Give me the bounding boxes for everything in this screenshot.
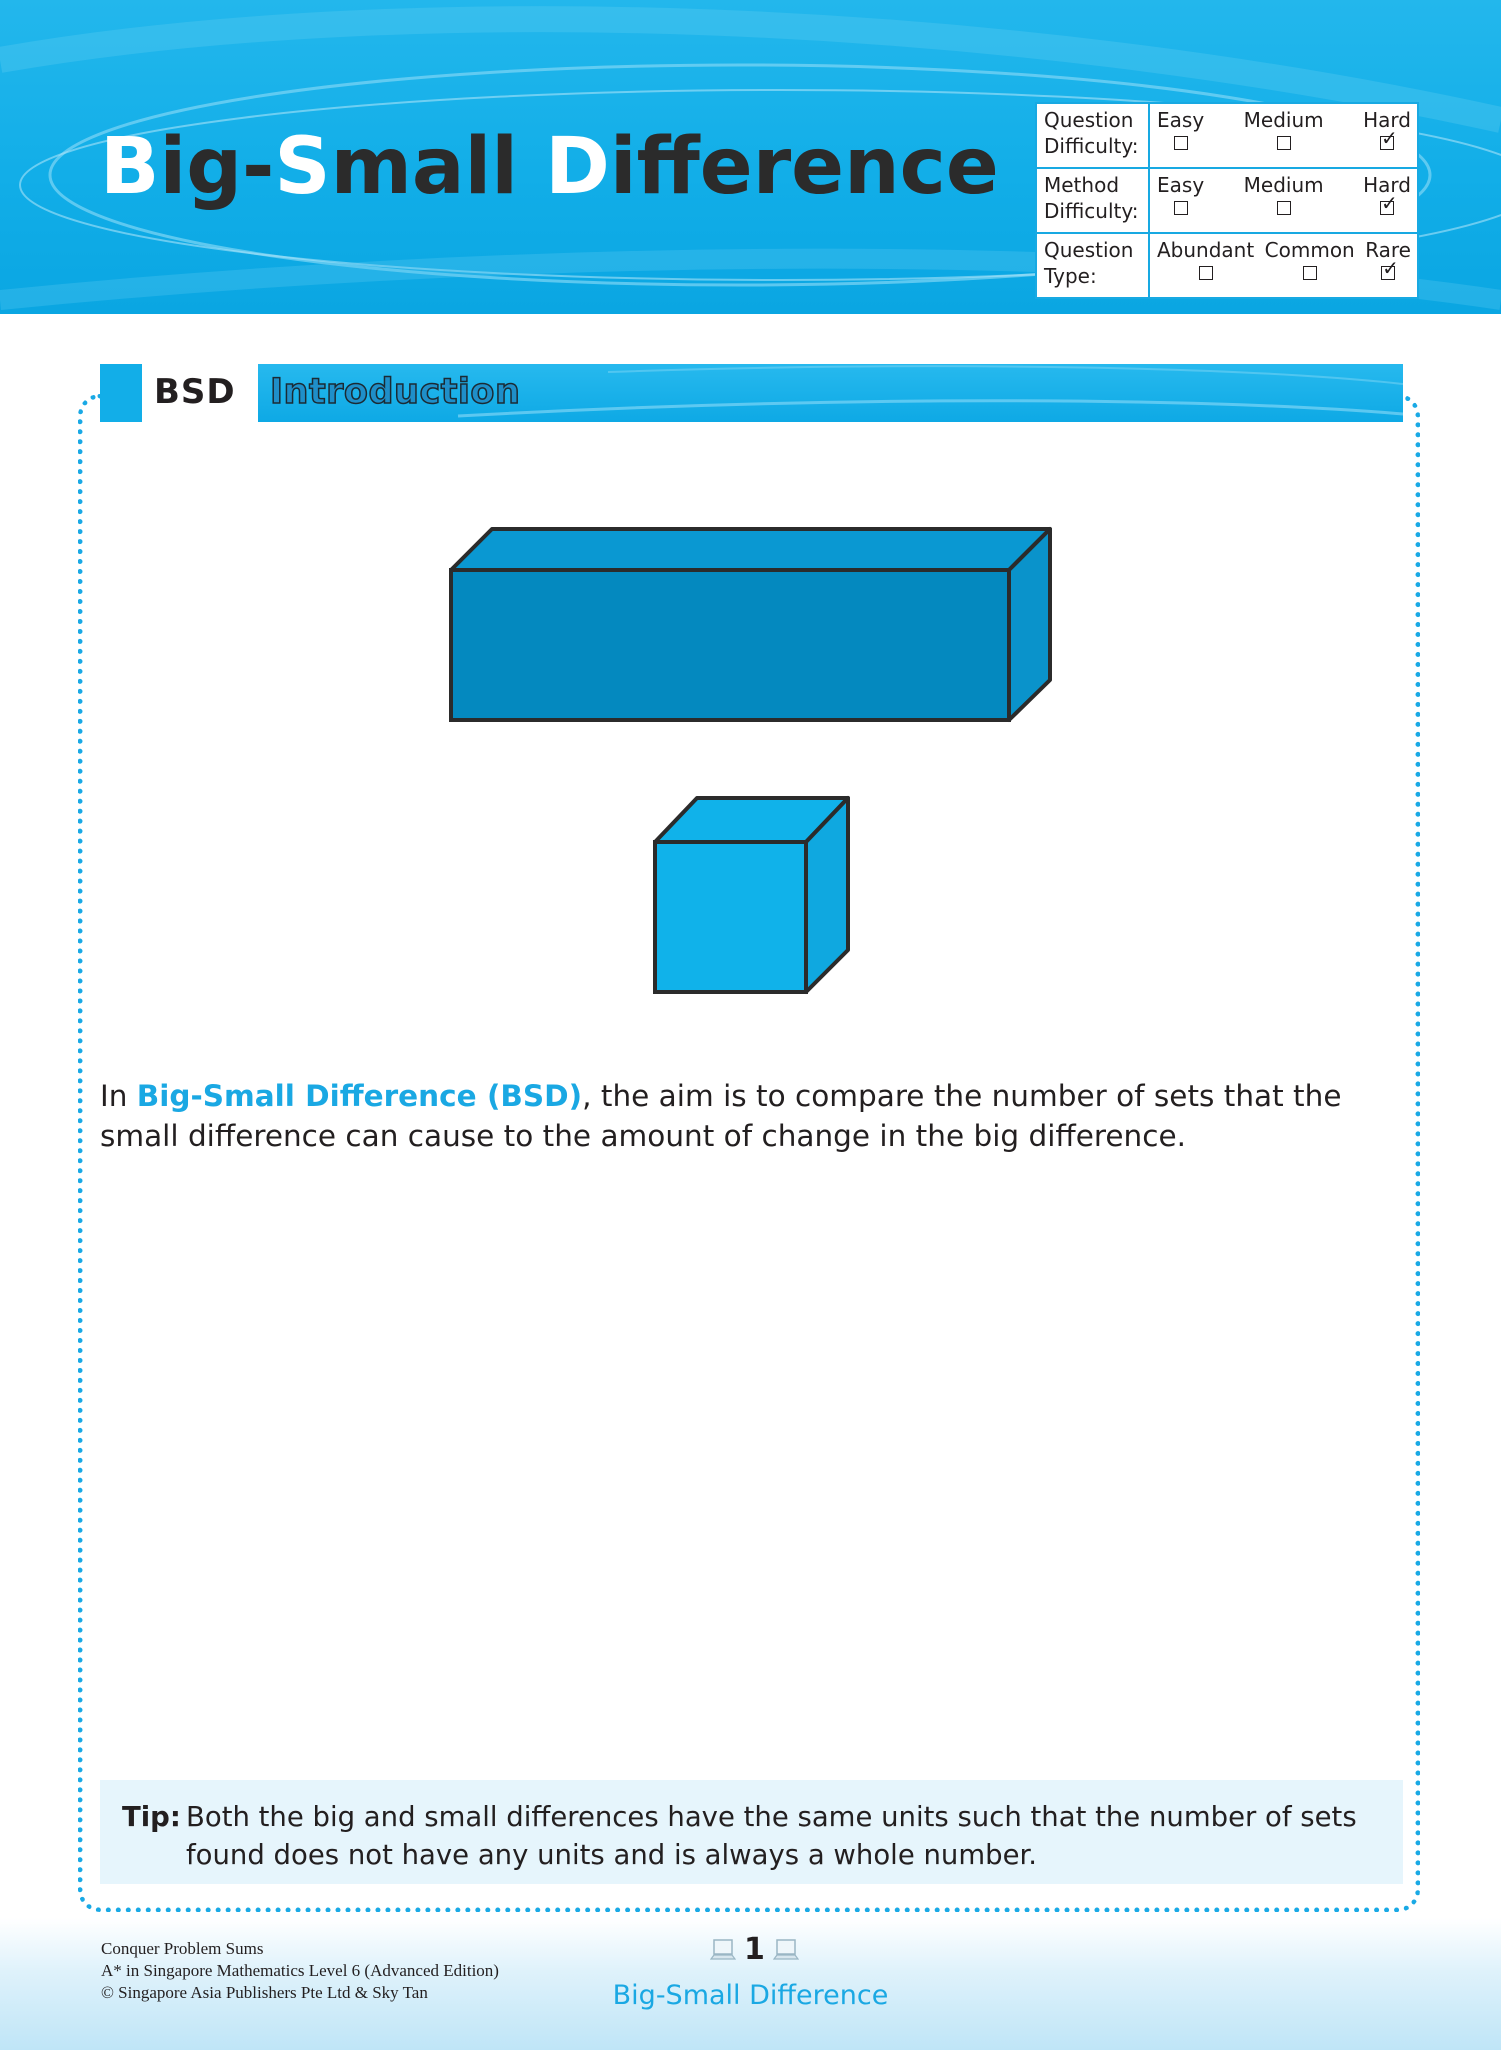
page-number: 1 (744, 1932, 765, 1967)
checkbox (1277, 136, 1291, 150)
question-type-row (1036, 233, 1418, 298)
checkbox (1277, 201, 1291, 215)
option-common: Common (1265, 237, 1355, 280)
header-banner (0, 0, 1501, 314)
section-marker (100, 364, 142, 422)
option-medium: Medium (1244, 172, 1324, 215)
checked-checkbox (1380, 136, 1394, 150)
page-title: Big-Small Difference (100, 122, 999, 212)
option-hard: Hard ✓ (1363, 107, 1411, 150)
big-box (451, 529, 1050, 720)
tip-box (100, 1780, 1403, 1884)
small-box (655, 798, 848, 992)
page-footer (0, 1918, 1501, 2050)
page-number-group (710, 1932, 799, 1967)
checkbox (1303, 266, 1317, 280)
checkbox (1174, 201, 1188, 215)
row-label: Question Type: (1036, 233, 1149, 298)
section-title-band (258, 364, 1403, 422)
laptop-icon (773, 1938, 799, 1962)
question-difficulty-row (1036, 103, 1418, 168)
difficulty-table (1035, 102, 1419, 299)
option-easy: Easy (1157, 107, 1204, 150)
option-easy: Easy (1157, 172, 1204, 215)
publisher-credits: Conquer Problem Sums A* in Singapore Mathematics Level 6 (Advanced Edition) © Singapore Asia Publishers Pte Ltd & Sky Tan (101, 1939, 499, 2002)
big-and-small-boxes-illustration (440, 520, 1080, 1000)
option-rare: Rare ✓ (1365, 237, 1411, 280)
option-abundant: Abundant (1157, 237, 1254, 280)
section-header (100, 364, 1403, 422)
option-medium: Medium (1244, 107, 1324, 150)
option-hard: Hard ✓ (1363, 172, 1411, 215)
method-difficulty-row (1036, 168, 1418, 233)
section-title: Introduction (270, 372, 521, 412)
checked-checkbox (1380, 201, 1394, 215)
checkbox (1199, 266, 1213, 280)
section-code: BSD (154, 372, 236, 412)
tip-label: Tip: (122, 1801, 181, 1833)
intro-highlight: Big-Small Difference (BSD) (136, 1079, 583, 1113)
row-label: Method Difficulty: (1036, 168, 1149, 233)
row-label: Question Difficulty: (1036, 103, 1149, 168)
chapter-title: Big-Small Difference (612, 1980, 889, 2011)
intro-paragraph: In Big-Small Difference (BSD), the aim is to compare the number of sets that the small difference can cause to the amount of change in the big difference. (100, 1079, 1342, 1153)
tip-text: Both the big and small differences have the same units such that the number of sets found does not have any units and is always a whole number. (186, 1801, 1357, 1871)
checkbox (1174, 136, 1188, 150)
laptop-icon (710, 1938, 736, 1962)
checked-checkbox (1381, 266, 1395, 280)
